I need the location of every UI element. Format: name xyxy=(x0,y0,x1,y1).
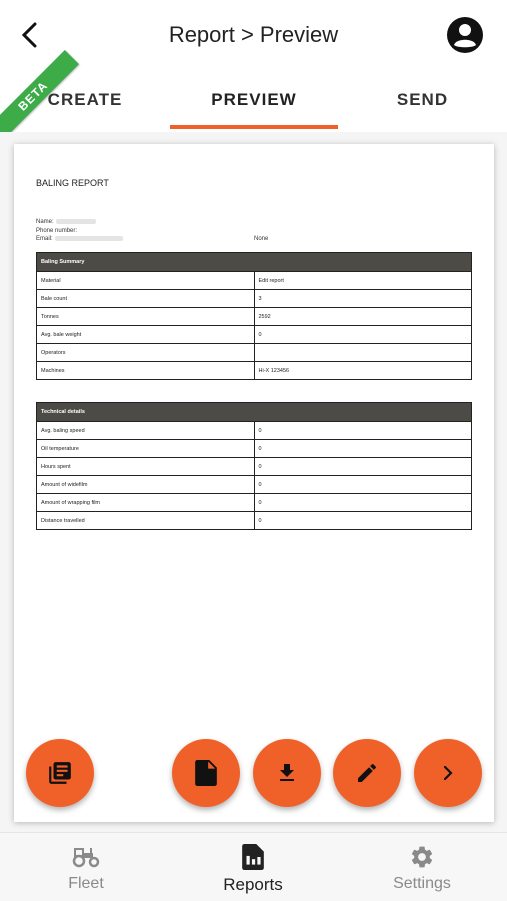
contact-side-value: None xyxy=(254,236,269,242)
technical-details-table xyxy=(36,402,472,530)
row-value: 0 xyxy=(254,440,472,458)
table-header: Technical details xyxy=(37,403,472,422)
baling-summary-table xyxy=(36,252,472,380)
edit-button[interactable] xyxy=(333,739,401,807)
row-label: Amount of wrapping film xyxy=(37,494,255,512)
table-row xyxy=(37,494,472,512)
back-arrow-icon xyxy=(20,22,38,48)
nav-label-fleet: Fleet xyxy=(68,875,104,892)
report-icon xyxy=(242,844,264,870)
row-value: Edit report xyxy=(254,272,472,290)
table-row xyxy=(37,422,472,440)
tab-bar xyxy=(0,72,507,132)
document-icon xyxy=(195,760,217,786)
table-row xyxy=(37,308,472,326)
nav-item-fleet[interactable] xyxy=(26,833,146,901)
back-button[interactable] xyxy=(14,18,44,52)
row-value: 0 xyxy=(254,494,472,512)
row-label: Bale count xyxy=(37,290,255,308)
table-row xyxy=(37,326,472,344)
table-row xyxy=(37,362,472,380)
row-value: 0 xyxy=(254,476,472,494)
row-value: 0 xyxy=(254,512,472,530)
beta-ribbon: BETA xyxy=(0,50,79,142)
chevron-right-icon xyxy=(441,764,455,782)
reports-library-icon xyxy=(47,760,73,786)
redacted-email xyxy=(55,236,123,241)
account-icon xyxy=(447,17,483,53)
nav-label-reports: Reports xyxy=(223,875,283,894)
table-row xyxy=(37,476,472,494)
tab-preview[interactable]: PREVIEW xyxy=(211,90,297,109)
row-value: 0 xyxy=(254,326,472,344)
nav-label-settings: Settings xyxy=(393,875,451,892)
page-title: Report > Preview xyxy=(168,22,339,47)
download-button[interactable] xyxy=(253,739,321,807)
email-label: Email: xyxy=(36,236,53,242)
table-row xyxy=(37,290,472,308)
row-label: Material xyxy=(37,272,255,290)
next-button[interactable] xyxy=(414,739,482,807)
row-label: Oil temperature xyxy=(37,440,255,458)
gear-icon xyxy=(409,844,435,870)
row-label: Tonnes xyxy=(37,308,255,326)
nav-item-reports[interactable] xyxy=(193,833,313,901)
row-label: Hours spent xyxy=(37,458,255,476)
tab-create[interactable]: CREATE xyxy=(47,90,123,109)
row-value xyxy=(254,344,472,362)
row-label: Avg. baling speed xyxy=(37,422,255,440)
tab-send[interactable]: SEND xyxy=(396,90,449,109)
nav-item-settings[interactable] xyxy=(362,833,482,901)
account-avatar-button[interactable] xyxy=(447,17,483,53)
report-document xyxy=(14,144,494,822)
active-tab-indicator xyxy=(170,125,338,129)
download-icon xyxy=(275,760,299,786)
row-value: 2592 xyxy=(254,308,472,326)
phone-label: Phone number: xyxy=(36,227,78,234)
row-value: Hi-X 123456 xyxy=(254,362,472,380)
edit-icon xyxy=(355,761,379,785)
contact-info xyxy=(36,218,123,244)
row-value: 3 xyxy=(254,290,472,308)
row-label: Avg. bale weight xyxy=(37,326,255,344)
row-value: 0 xyxy=(254,422,472,440)
row-value: 0 xyxy=(254,458,472,476)
table-row xyxy=(37,458,472,476)
reports-library-button[interactable] xyxy=(26,739,94,807)
table-header: Baling Summary xyxy=(37,253,472,272)
redacted-name xyxy=(56,219,96,224)
view-document-button[interactable] xyxy=(172,739,240,807)
name-label: Name: xyxy=(36,219,54,225)
table-row xyxy=(37,512,472,530)
preview-area[interactable] xyxy=(0,132,507,832)
row-label: Amount of widefilm xyxy=(37,476,255,494)
bottom-navigation xyxy=(0,832,507,901)
table-row xyxy=(37,272,472,290)
table-row xyxy=(37,344,472,362)
row-label: Operators xyxy=(37,344,255,362)
tractor-icon xyxy=(71,846,101,868)
row-label: Distance travelled xyxy=(37,512,255,530)
report-title: BALING REPORT xyxy=(36,178,109,188)
row-label: Machines xyxy=(37,362,255,380)
table-row xyxy=(37,440,472,458)
